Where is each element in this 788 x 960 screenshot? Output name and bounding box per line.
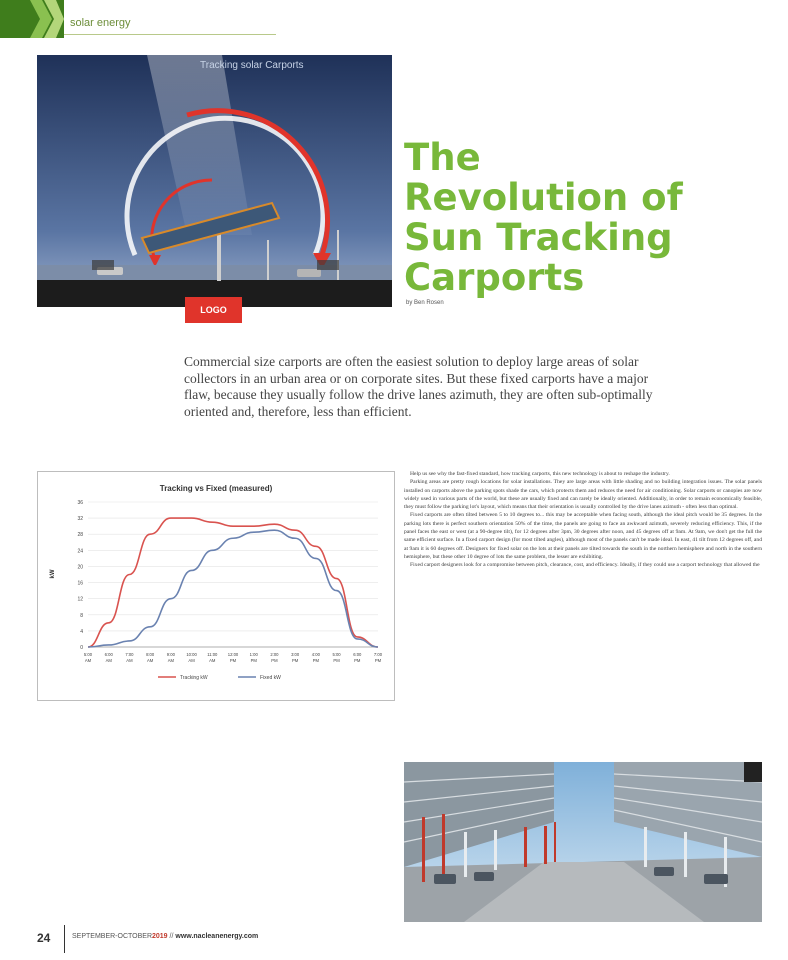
y-tick-label: 32 bbox=[77, 516, 83, 523]
title-line: The bbox=[404, 136, 481, 179]
x-tick-label: 9:00 AM bbox=[166, 652, 175, 663]
title-line: Revolution of bbox=[404, 176, 683, 219]
y-tick-label: 28 bbox=[77, 532, 83, 539]
title-line: Sun Tracking bbox=[404, 216, 673, 259]
article-title bbox=[404, 138, 784, 298]
header-tab bbox=[0, 0, 64, 38]
section-label: solar energy bbox=[70, 17, 131, 29]
legend-label: Fixed kW bbox=[260, 675, 281, 681]
body-paragraph: Fixed carports are often tilted between 5 to 10 degrees to... this may be acceptable when facing south, although the ideal pitch would be 35 degrees. In the parking lots there is perfect southern orientation 50% of the time, the panels are going to face an awkward azimuth, severely reducing efficiency. This, if the panel faces the east or west (at a 90-degree tilt), for 12 degrees after 3pm, 30 degrees after noon, and 45 degrees off at 9am. At 9am, we don't get the full the same efficient surface. In a fixed carport design (for most tilted angles), although most of the panels can't be made ideal. In east, 41 tilt from 12 degrees off, and at 9am it is 60 degrees off. Designers for fixed solar on the lots at their panels are tilted towards the south in the northern hemisphere and north in the southern hemisphere, but these other 10 degree of lots the same problem, the lesser are exhibiting. bbox=[404, 512, 762, 560]
x-tick-label: 6:00 PM bbox=[353, 652, 362, 663]
x-tick-label: 7:00 AM bbox=[125, 652, 134, 663]
footer-url[interactable]: www.nacleanenergy.com bbox=[175, 933, 259, 940]
y-tick-label: 36 bbox=[77, 500, 83, 506]
footer-divider bbox=[64, 925, 65, 953]
y-tick-label: 20 bbox=[77, 564, 83, 571]
x-tick-label: 4:00 PM bbox=[311, 652, 320, 663]
article-lede: Commercial size carports are often the easiest solution to deploy large areas of solar collectors in an urban area or on corporate sites. But these fixed carports have a major flaw, because they usually follow the drive lanes azimuth, they are often sub-optimally oriented and, therefore, less than efficient. bbox=[184, 354, 653, 419]
hero-illustration bbox=[37, 55, 392, 307]
page-number: 24 bbox=[37, 931, 51, 945]
x-tick-label: 6:00 AM bbox=[104, 652, 113, 663]
y-tick-label: 0 bbox=[80, 645, 83, 651]
x-tick-label: 8:00 AM bbox=[146, 652, 155, 663]
title-line: Carports bbox=[404, 256, 585, 299]
x-tick-label: 11:00 AM bbox=[207, 652, 218, 663]
chart-panel bbox=[37, 471, 395, 701]
chevron-icon bbox=[0, 0, 64, 38]
body-paragraph: Fixed carport designers look for a compromise between pitch, clearance, cost, and efficiency. Ideally, if they could use a carport technology that allowed the bbox=[410, 562, 760, 569]
hero-logo-badge: LOGO bbox=[185, 297, 242, 323]
header-rule bbox=[64, 34, 276, 35]
byline: by Ben Rosen bbox=[406, 300, 444, 306]
body-paragraph: Help us see why the fast-fixed standard, how tracking carports, this new technology is about to reshape the industry. bbox=[410, 471, 670, 477]
y-tick-label: 4 bbox=[80, 628, 83, 635]
x-tick-label: 3:00 PM bbox=[291, 652, 300, 663]
x-tick-label: 12:00 PM bbox=[227, 652, 239, 663]
x-tick-label: 2:00 PM bbox=[270, 652, 279, 663]
article-body bbox=[404, 470, 762, 570]
carport-pole bbox=[217, 233, 221, 281]
x-tick-label: 5:00 PM bbox=[332, 652, 341, 663]
y-tick-label: 16 bbox=[77, 580, 83, 587]
y-tick-label: 8 bbox=[80, 612, 83, 619]
x-tick-label: 5:00 AM bbox=[83, 652, 93, 663]
body-paragraph: Parking areas are pretty rough locations for solar installations. They are large areas with little shading and no building integration issues. The solar panels installed on carports above the parking spots shade the cars, which protects them and reduces the need for air conditioning. Solar carports or canopies are now widely used in various parts of the world, but these are usually fixed and can rarely be ideally oriented. Additionally, in order to remain economically feasible, they must follow the parking lot's layout, which means that their orientation is usually controlled by the drive lanes azimuth - often less than optimal. bbox=[404, 479, 762, 511]
y-tick-label: 24 bbox=[77, 548, 83, 555]
x-tick-label: 1:00 PM bbox=[249, 652, 258, 663]
hero-caption: Tracking solar Carports bbox=[200, 60, 304, 71]
carport-photo bbox=[404, 762, 762, 922]
footer-separator: // bbox=[169, 933, 174, 940]
footer-issue bbox=[72, 933, 258, 940]
line-chart bbox=[38, 472, 394, 700]
y-tick-label: 12 bbox=[77, 596, 83, 603]
series-line bbox=[88, 530, 378, 647]
footer-issue-year: 2019 bbox=[152, 933, 168, 940]
footer-issue-months: SEPTEMBER-OCTOBER bbox=[72, 933, 152, 940]
x-tick-label: 7:00 PM bbox=[373, 652, 383, 663]
chart-ylabel: kW bbox=[50, 569, 56, 579]
x-tick-label: 10:00 AM bbox=[186, 652, 197, 663]
legend-label: Tracking kW bbox=[180, 675, 208, 681]
chart-title: Tracking vs Fixed (measured) bbox=[159, 484, 273, 493]
